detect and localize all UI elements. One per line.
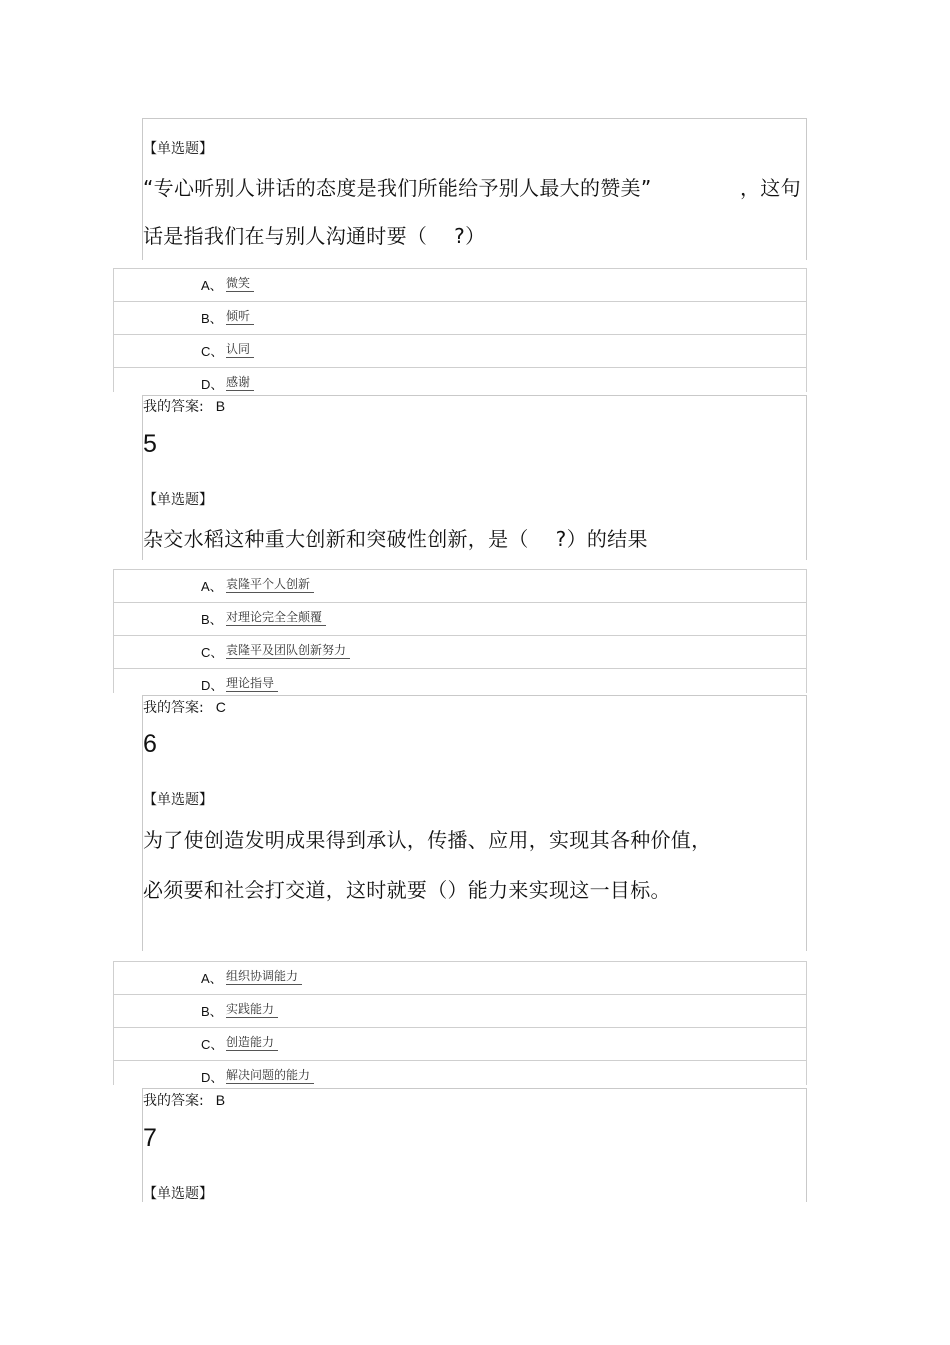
option-letter: B、 bbox=[201, 311, 223, 326]
question-type-tag: 【单选题】 bbox=[143, 1186, 213, 1202]
option-text[interactable]: 倾听 bbox=[226, 309, 254, 325]
my-answer-label: 我的答案: bbox=[143, 1093, 204, 1109]
option-letter: D、 bbox=[201, 678, 224, 693]
option-letter: D、 bbox=[201, 377, 224, 392]
option-letter: B、 bbox=[201, 612, 223, 627]
question-7-card bbox=[142, 1088, 807, 1202]
my-answer-value: B bbox=[215, 1092, 226, 1108]
option-letter: B、 bbox=[201, 1004, 223, 1019]
options-list bbox=[113, 961, 807, 1085]
option-letter: C、 bbox=[201, 344, 224, 359]
option-letter: A、 bbox=[201, 971, 223, 986]
question-number: 6 bbox=[143, 730, 157, 758]
my-answer-value: B bbox=[215, 398, 226, 414]
option-c[interactable] bbox=[114, 335, 806, 368]
option-text[interactable]: 组织协调能力 bbox=[226, 969, 302, 985]
question-text: 必须要和社会打交道，这时就要（）能力来实现这一目标。 bbox=[143, 878, 671, 902]
my-answer-value: C bbox=[215, 699, 226, 715]
my-answer bbox=[143, 1090, 225, 1110]
option-a[interactable] bbox=[114, 269, 806, 302]
option-text[interactable]: 创造能力 bbox=[226, 1035, 278, 1051]
option-text[interactable]: 理论指导 bbox=[226, 676, 278, 692]
option-c[interactable] bbox=[114, 636, 806, 669]
option-letter: A、 bbox=[201, 278, 223, 293]
option-text[interactable]: 解决问题的能力 bbox=[226, 1068, 314, 1084]
option-text[interactable]: 感谢 bbox=[226, 375, 254, 391]
option-text[interactable]: 实践能力 bbox=[226, 1002, 278, 1018]
my-answer bbox=[143, 697, 226, 717]
options-list bbox=[113, 268, 807, 392]
option-letter: A、 bbox=[201, 579, 223, 594]
option-text[interactable]: 对理论完全全颠覆 bbox=[226, 610, 326, 626]
option-text[interactable]: 认同 bbox=[226, 342, 254, 358]
option-a[interactable] bbox=[114, 962, 806, 995]
option-letter: C、 bbox=[201, 645, 224, 660]
option-c[interactable] bbox=[114, 1028, 806, 1061]
options-list bbox=[113, 569, 807, 693]
question-type-tag: 【单选题】 bbox=[143, 492, 213, 508]
question-text: “专心听别人讲话的态度是我们所能给予别人最大的赞美” bbox=[143, 176, 652, 200]
question-type-tag: 【单选题】 bbox=[143, 792, 213, 808]
my-answer bbox=[143, 396, 225, 416]
question-number: 5 bbox=[143, 430, 157, 458]
option-text[interactable]: 微笑 bbox=[226, 276, 254, 292]
option-b[interactable] bbox=[114, 302, 806, 335]
my-answer-label: 我的答案: bbox=[143, 700, 204, 716]
option-b[interactable] bbox=[114, 603, 806, 636]
option-text[interactable]: 袁隆平及团队创新努力 bbox=[226, 643, 350, 659]
option-text[interactable]: 袁隆平个人创新 bbox=[226, 577, 314, 593]
option-letter: D、 bbox=[201, 1070, 224, 1085]
question-text-tail: ，这句 bbox=[740, 176, 801, 200]
question-text: 话是指我们在与别人沟通时要（ ?） bbox=[143, 224, 486, 248]
question-type-tag: 【单选题】 bbox=[143, 141, 213, 157]
option-b[interactable] bbox=[114, 995, 806, 1028]
question-text: 为了使创造发明成果得到承认，传播、应用，实现其各种价值， bbox=[143, 828, 712, 852]
option-a[interactable] bbox=[114, 570, 806, 603]
option-letter: C、 bbox=[201, 1037, 224, 1052]
my-answer-label: 我的答案: bbox=[143, 399, 204, 415]
question-text: 杂交水稻这种重大创新和突破性创新，是（ ?）的结果 bbox=[143, 527, 648, 551]
question-6-card bbox=[142, 695, 807, 951]
question-number: 7 bbox=[143, 1124, 157, 1152]
